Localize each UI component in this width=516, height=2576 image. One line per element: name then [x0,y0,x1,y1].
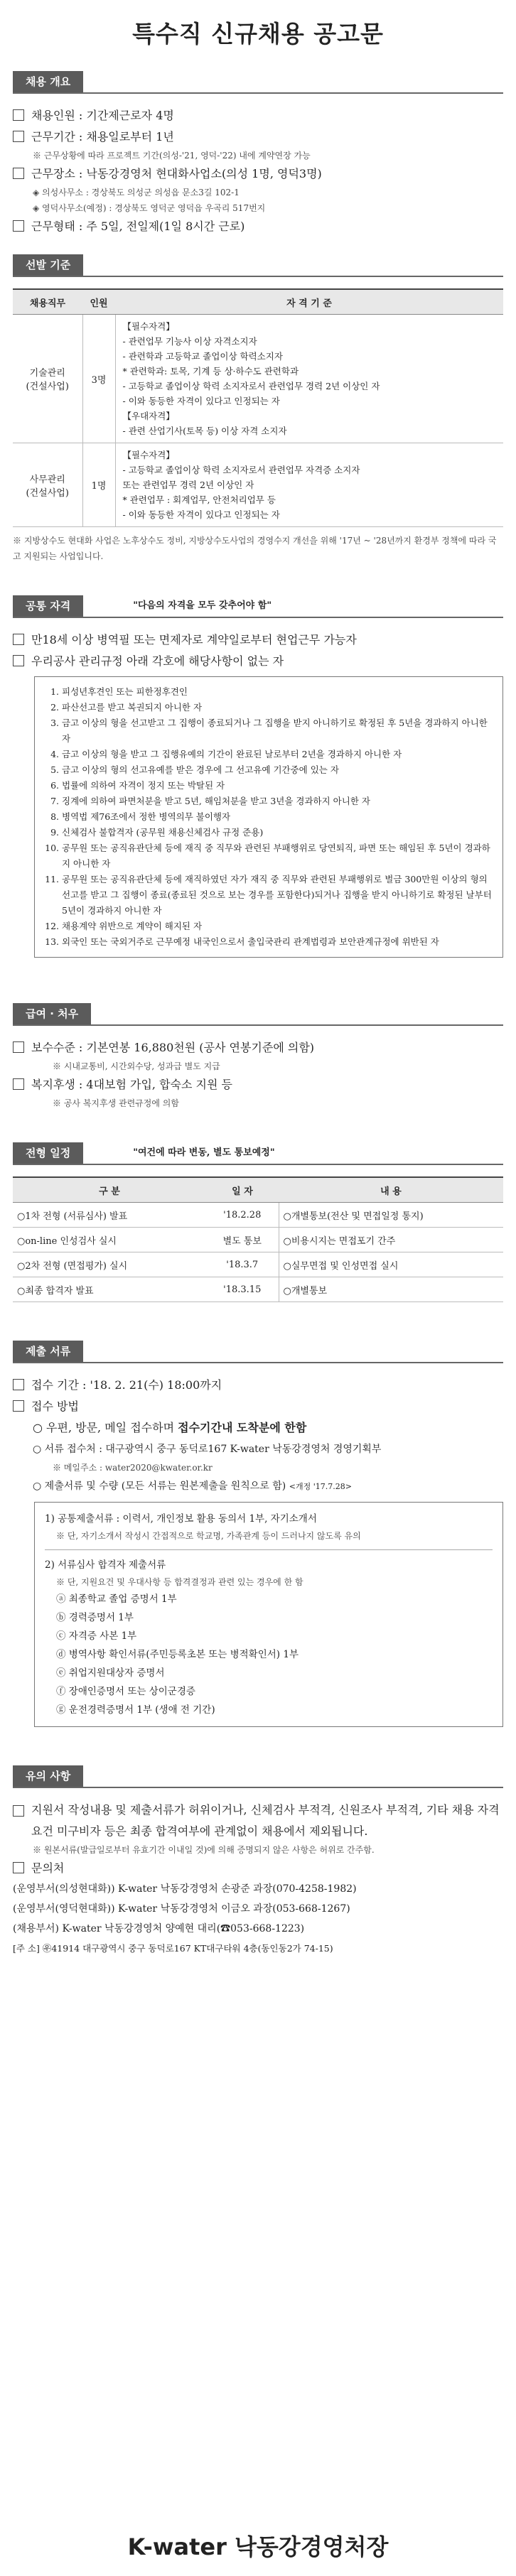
criteria-req: 【필수자격】 - 관련업무 기능사 이상 자격소지자 - 관련학과 고등학교 졸업이상 학력소지자 * 관련학과: 토목, 기계 등 상·하수도 관련학과 - 고등학교 졸업이상 학력 소지자로서 관련업무 경력 2년 이상인 자 - 이와 동등한 자격이 있다고 인정되는 자 【우대자격】 - 관련 산업기사(토목 등) 이상 자격 소지자 [115,315,503,443]
list-item: 12. 채용계약 위반으로 계약이 해지된 자 [62,919,493,934]
overview-location-b: ◈ 영덕사무소(예정) : 경상북도 영덕군 영덕읍 우곡리 517번지 [33,203,266,213]
issuer-signature: K-water 낙동강경영처장 [127,2533,389,2560]
section-tag: 유의 사항 [13,1765,83,1787]
apply-method-2: ○ 서류 접수처 : 대구광역시 중구 동덕로167 K-water 낙동강경영처 경영기획부 [33,1444,382,1455]
list-item: 11. 공무원 또는 공직유관단체 등에 재직하였던 자가 재직 중 직무와 관련된 부패행위로 벌금 300만원 이상의 형의 선고를 받고 그 집행이 종료(종료된 것으로 보는 경우를 포함한다)되거나 집행을 받지 아니하기로 확정된 날부터 5년이 경과하지 아니한 자 [62,872,493,919]
criteria-count: 3명 [82,315,115,443]
checkbox-bullet-icon [13,1862,24,1873]
list-item: ⓕ 장애인증명서 또는 상이군경증 [56,1686,195,1697]
table-row [13,1252,503,1277]
schedule-date: 별도 통보 [206,1228,279,1252]
list-item: 1. 피성년후견인 또는 피한정후견인 [62,684,493,700]
apply-method-1: ○ 우편, 방문, 메일 접수하며 접수기간내 도착분에 한함 [33,1421,307,1434]
schedule-header-date: 일 자 [206,1177,279,1203]
notes-main: 지원서 작성내용 및 제출서류가 허위이거나, 신체검사 부적격, 신원조사 부적격, 기타 채용 자격요건 미구비자 등은 최종 합격여부에 관계없이 채용에서 제외됩니다. [13,1800,503,1842]
section-tag: 전형 일정 [13,1142,83,1164]
checkbox-bullet-icon [13,1400,24,1412]
list-item: 8. 병역법 제76조에서 정한 병역의무 불이행자 [62,809,493,825]
list-item: 6. 법률에 의하여 자격이 정지 또는 박탈된 자 [62,778,493,794]
pay-welfare: 복지후생 : 4대보험 가입, 합숙소 지원 등 [13,1074,503,1095]
checkbox-bullet-icon [13,1379,24,1390]
section-header-schedule [13,1140,503,1165]
table-row [13,315,503,443]
pay-level: 보수수준 : 기본연봉 16,880천원 (공사 연봉기준에 의함) [13,1037,503,1059]
criteria-job: 기술관리 (건설사업) [13,315,82,443]
table-row [13,1228,503,1252]
section-subtitle: "여건에 따라 변동, 별도 통보예정" [133,1147,275,1158]
overview-period-note: ※ 근무상황에 따라 프로젝트 기간(의성-'21, 영덕-'22) 내에 계약연장 가능 [33,151,311,161]
checkbox-bullet-icon [13,109,24,121]
documents-box [34,1502,503,1727]
list-item: 5. 금고 이상의 형의 선고유예를 받은 경우에 그 선고유예 기간중에 있는 자 [62,762,493,778]
criteria-req: 【필수자격】 - 고등학교 졸업이상 학력 소지자로서 관련업무 자격증 소지자 또는 관련업무 경력 2년 이상인 자 * 관련업무 : 회계업무, 안전처리업무 등 - 이와 동등한 자격이 있다고 인정되는 자 [115,443,503,527]
section-tag: 채용 개요 [13,71,83,92]
schedule-date: '18.3.15 [206,1277,279,1302]
schedule-date: '18.3.7 [206,1252,279,1277]
schedule-detail: ○개별통보 [279,1277,503,1302]
criteria-job: 사무관리 (건설사업) [13,443,82,527]
pass-docs-note: ※ 단, 지원요건 및 우대사항 등 합격결정과 관련 있는 경우에 한 함 [56,1577,303,1587]
section-header-overview [13,68,503,94]
schedule-stage: ○2차 전형 (면접평가) 실시 [13,1252,206,1277]
list-item: 9. 신체검사 불합격자 (공무원 채용신체검사 규정 준용) [62,825,493,840]
list-item: (운영부서(의성현대화)) K-water 낙동강경영처 손광준 과장(070-4258-1982) [13,1883,357,1895]
apply-method: 접수 방법 [13,1396,503,1417]
section-header-common [13,592,503,618]
section-header-notes [13,1763,503,1788]
pass-docs-list [45,1590,493,1719]
common-docs-note: ※ 단, 자기소개서 작성시 간접적으로 학교명, 가족관계 등이 드러나지 않도록 유의 [56,1531,361,1541]
list-item: 13. 외국인 또는 국외거주로 근무예정 내국인으로서 출입국관리 관계법령과 보안관계규정에 위반된 자 [62,934,493,950]
schedule-stage: ○1차 전형 (서류심사) 발표 [13,1203,206,1228]
overview-headcount: 채용인원 : 기간제근로자 4명 [13,105,503,126]
checkbox-bullet-icon [13,1078,24,1090]
list-item: ⓔ 취업지원대상자 증명서 [56,1667,165,1679]
criteria-table [13,288,503,527]
table-row [13,443,503,527]
overview-worktype: 근무형태 : 주 5일, 전일제(1일 8시간 근로) [13,216,503,237]
list-item: 7. 징계에 의하여 파면처분을 받고 5년, 해임처분을 받고 3년을 경과하지 아니한 자 [62,794,493,809]
list-item: 2. 파산선고를 받고 복권되지 아니한 자 [62,700,493,715]
section-tag: 급여 · 처우 [13,1003,91,1024]
common-rules: 우리공사 관리규정 아래 각호에 해당사항이 없는 자 [13,651,503,672]
schedule-stage: ○on-line 인성검사 실시 [13,1228,206,1252]
overview-location: 근무장소 : 낙동강경영처 현대화사업소(의성 1명, 영덕3명) [13,163,503,185]
common-docs-title: 1) 공통제출서류 : 이력서, 개인정보 활용 동의서 1부, 자기소개서 [45,1513,317,1525]
section-tag: 공통 자격 [13,595,83,617]
pass-docs-title: 2) 서류심사 합격자 제출서류 [45,1559,166,1571]
contact-list [13,1879,503,1959]
criteria-header-req: 자 격 기 준 [115,289,503,315]
section-header-pay [13,1000,503,1026]
checkbox-bullet-icon [13,131,24,142]
checkbox-bullet-icon [13,1805,24,1817]
section-header-documents [13,1338,503,1363]
section-header-criteria [13,251,503,277]
disqualification-box [34,676,503,958]
schedule-header-detail: 내 용 [279,1177,503,1203]
apply-period: 접수 기간 : '18. 2. 21(수) 18:00까지 [13,1375,503,1396]
apply-email-note: ※ 메일주소 : water2020@kwater.or.kr [53,1463,213,1473]
list-item: ⓒ 자격증 사본 1부 [56,1630,137,1642]
list-item: ⓓ 병역사항 확인서류(주민등록초본 또는 병적확인서) 1부 [56,1649,299,1660]
schedule-detail: ○비용시지는 면접포기 간주 [279,1228,503,1252]
schedule-table [13,1176,503,1302]
section-tag: 선발 기준 [13,254,83,276]
list-item: [주 소] ㉾41914 대구광역시 중구 동덕로167 KT대구타워 4층(동인동2가 74-15) [13,1943,333,1954]
criteria-note: ※ 지방상수도 현대화 사업은 노후상수도 정비, 지방상수도사업의 경영수지 개선을 위해 '17년 ~ '28년까지 환경부 정책에 따라 국고 지원되는 사업입니다. [13,536,497,561]
pay-level-note: ※ 시내교통비, 시간외수당, 성과급 별도 지급 [53,1061,220,1071]
checkbox-bullet-icon [13,655,24,666]
schedule-stage: ○최종 합격자 발표 [13,1277,206,1302]
criteria-count: 1명 [82,443,115,527]
criteria-header-job: 채용직무 [13,289,82,315]
list-item: 3. 금고 이상의 형을 선고받고 그 집행이 종료되거나 그 집행을 받지 아니하기로 확정된 후 5년을 경과하지 아니한 자 [62,715,493,747]
list-item: ⓐ 최종학교 졸업 증명서 1부 [56,1593,177,1605]
common-age: 만18세 이상 병역필 또는 면제자로 계약일로부터 현업근무 가능자 [13,629,503,651]
overview-period: 근무기간 : 채용일로부터 1년 [13,126,503,148]
table-row [13,1203,503,1228]
apply-method-3: ○ 제출서류 및 수량 (모든 서류는 원본제출을 원칙으로 함) <개정 '17.7.28> [33,1481,352,1492]
section-tag: 제출 서류 [13,1341,83,1362]
checkbox-bullet-icon [13,1041,24,1053]
schedule-date: '18.2.28 [206,1203,279,1228]
list-item: ⓑ 경력증명서 1부 [56,1612,134,1623]
overview-location-a: ◈ 의성사무소 : 경상북도 의성군 의성읍 문소3길 102-1 [33,188,240,197]
page-title: 특수직 신규채용 공고문 [132,20,384,48]
checkbox-bullet-icon [13,634,24,645]
disqualification-list [45,684,493,950]
notes-contact-title: 문의처 [13,1858,503,1879]
section-subtitle: "다음의 자격을 모두 갖추어야 함" [133,600,272,611]
schedule-detail: ○실무면접 및 인성면접 실시 [279,1252,503,1277]
checkbox-bullet-icon [13,168,24,179]
checkbox-bullet-icon [13,220,24,232]
notes-main-note: ※ 원본서류(발급일로부터 유효기간 이내일 것)에 의해 증명되지 않은 사항은 허위로 간주함. [33,1845,375,1855]
list-item: 10. 공무원 또는 공직유관단체 등에 재직 중 직무와 관련된 부패행위로 당연퇴직, 파면 또는 해임된 후 5년이 경과하지 아니한 자 [62,840,493,872]
list-item: 4. 금고 이상의 형을 받고 그 집행유예의 기간이 완료된 날로부터 2년을 경과하지 아니한 자 [62,747,493,762]
pay-welfare-note: ※ 공사 복지후생 관련규정에 의함 [53,1098,179,1108]
list-item: (채용부서) K-water 낙동강경영처 양예현 대리(☎053-668-1223) [13,1923,305,1934]
list-item: ⓖ 운전경력증명서 1부 (생애 전 기간) [56,1704,215,1716]
schedule-detail: ○개별통보(전산 및 면접일정 통지) [279,1203,503,1228]
table-row [13,1277,503,1302]
list-item: (운영부서(영덕현대화)) K-water 낙동강경영처 이금오 과장(053-668-1267) [13,1903,350,1915]
criteria-header-count: 인원 [82,289,115,315]
schedule-header-stage: 구 분 [13,1177,206,1203]
